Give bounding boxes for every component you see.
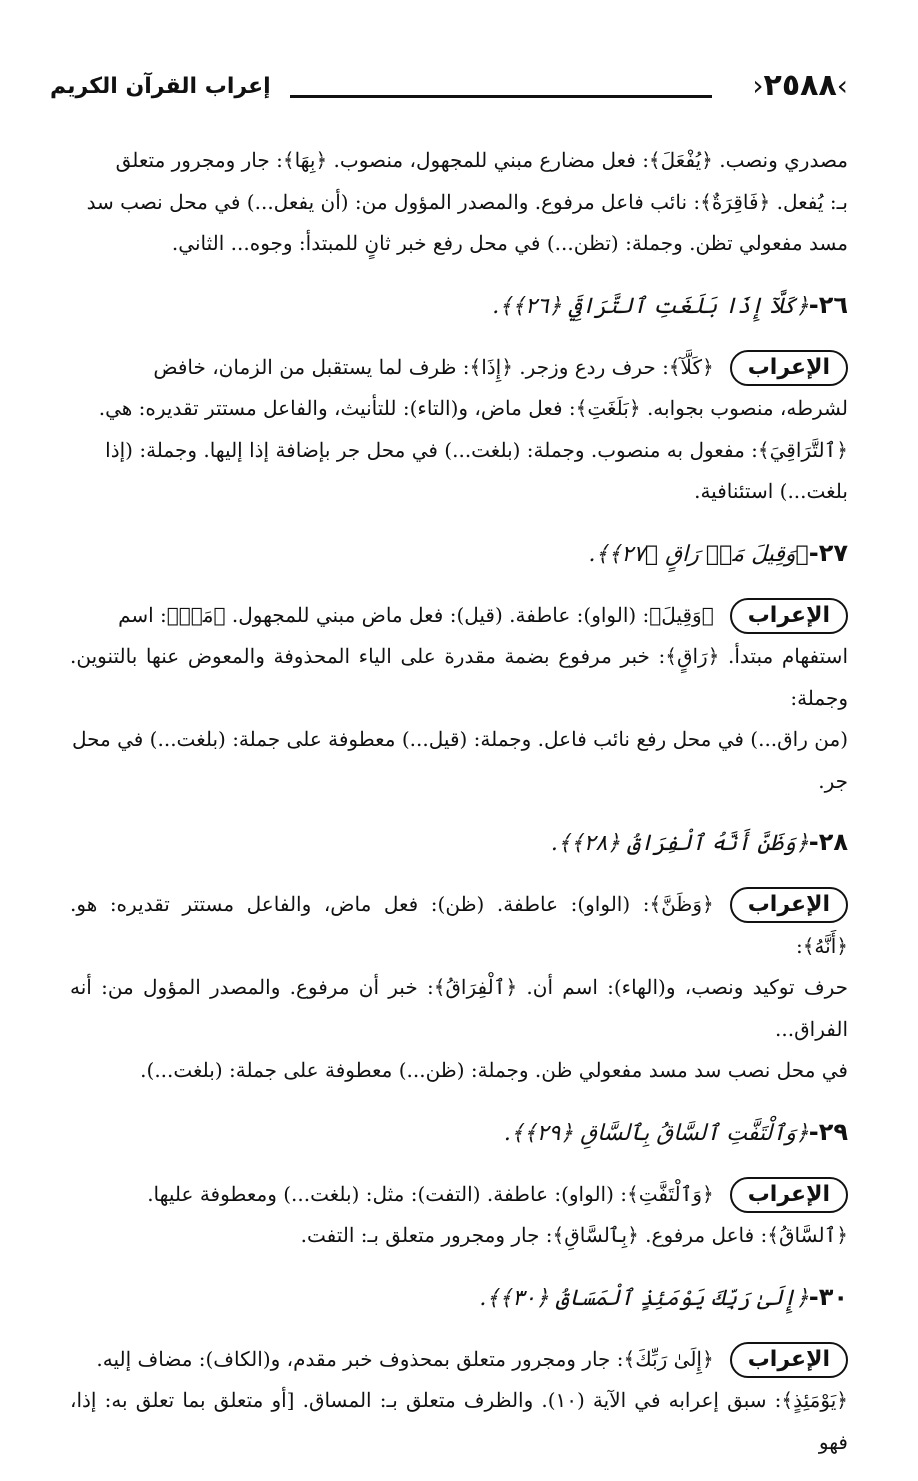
page-number: ›٢٥٨٨‹ xyxy=(752,68,848,103)
page-header xyxy=(50,68,848,112)
verse-number: ٢٧- xyxy=(808,538,848,567)
text-line: الإعراب﴿وَقِيلَ﴾: (الواو): عاطفة. (قيل): فعل ماض مبني للمجهول. ﴿مَنۜ﴾: اسم xyxy=(70,595,848,637)
irab-badge: الإعراب xyxy=(730,598,848,634)
irab-block xyxy=(70,1339,848,1464)
text-line: جر. xyxy=(818,768,848,793)
text-line: ﴿ٱلسَّاقُ﴾: فاعل مرفوع. ﴿بِٱلسَّاقِ﴾: جار ومجرور متعلق بـ: التفت. xyxy=(300,1223,848,1247)
verse-text: ﴿كَلَّآ إِذَا بَلَغَتِ ٱلتَّرَاقِيَ ﴿٢٦﴾﴾. xyxy=(492,293,809,319)
irab-badge: الإعراب xyxy=(730,887,848,923)
verse-heading xyxy=(70,1110,848,1156)
text-line: (من راق...) في محل رفع نائب فاعل. وجملة: (قيل...) معطوفة على جملة: (بلغت...) في محل xyxy=(71,727,848,751)
irab-block xyxy=(70,347,848,513)
text-line: لشرطه، منصوب بجوابه. ﴿بَلَغَتِ﴾: فعل ماض، و(التاء): للتأنيث، والفاعل مستتر تقديره: هي. xyxy=(98,396,848,420)
text-line: الإعراب﴿وَٱلْتَفَّتِ﴾: (الواو): عاطفة. (التفت): مثل: (بلغت...) ومعطوفة عليها. xyxy=(70,1174,848,1216)
text-line: في محل نصب سد مسد مفعولي ظن. وجملة: (ظن...) معطوفة على جملة: (بلغت...). xyxy=(140,1058,848,1082)
verse-number: ٣٠- xyxy=(808,1282,848,1311)
verse-text: ﴿وَظَنَّ أَنَّهُ ٱلْفِرَاقُ ﴿٢٨﴾﴾. xyxy=(550,831,809,856)
text-line: مسد مفعولي تظن. وجملة: (تظن...) في محل رفع خبر ثانٍ للمبتدأ: وجوه... الثاني. xyxy=(171,231,848,255)
verse-text: ﴿إِلَىٰ رَبِّكَ يَوْمَئِذٍ ٱلْمَسَاقُ ﴿٣٠﴾﴾. xyxy=(479,1285,809,1311)
text-line: حرف توكيد ونصب، و(الهاء): اسم أن. ﴿ٱلْفِرَاقُ﴾: خبر أن مرفوع. والمصدر المؤول من: أنه الفراق... xyxy=(70,975,848,1041)
verse-heading xyxy=(70,531,848,577)
irab-block xyxy=(70,1174,848,1257)
text-line: الإعراب﴿كَلَّآ﴾: حرف ردع وزجر. ﴿إِذَا﴾: ظرف لما يستقبل من الزمان، خافض xyxy=(70,347,848,389)
verse-number: ٢٨- xyxy=(808,828,848,856)
irab-badge: الإعراب xyxy=(730,350,848,386)
irab-block xyxy=(70,595,848,803)
verse-text: ﴿وَٱلْتَفَّتِ ٱلسَّاقُ بِٱلسَّاقِ ﴿٢٩﴾﴾. xyxy=(503,1120,809,1146)
verse-number: ٢٦- xyxy=(808,290,848,319)
text-line: بلغت...) استئنافية. xyxy=(694,479,848,503)
text-line: ﴿ٱلتَّرَاقِيَ﴾: مفعول به منصوب. وجملة: (بلغت...) في محل جر بإضافة إذا إليها. وجملة: (إذا xyxy=(105,437,848,462)
page-content xyxy=(70,140,848,1481)
irab-badge: الإعراب xyxy=(730,1342,848,1378)
intro-paragraph xyxy=(70,140,848,265)
text-line: ﴿يَوْمَئِذٍ﴾: سبق إعرابه في الآية (١٠). والظرف متعلق بـ: المساق. [أو متعلق بما تعلق به: إذا، فهو xyxy=(70,1388,848,1454)
text-line: الإعراب﴿وَظَنَّ﴾: (الواو): عاطفة. (ظن): فعل ماض، والفاعل مستتر تقديره: هو. ﴿أَنَّهُ﴾: xyxy=(70,884,848,967)
verse-heading xyxy=(70,820,848,866)
text-line: مصدري ونصب. ﴿يُفْعَلَ﴾: فعل مضارع مبني للمجهول، منصوب. ﴿بِهَا﴾: جار ومجرور متعلق xyxy=(115,148,848,172)
text-line: الإعراب﴿إِلَىٰ رَبِّكَ﴾: جار ومجرور متعلق بمحذوف خبر مقدم، و(الكاف): مضاف إليه. xyxy=(70,1339,848,1381)
text-line: استفهام مبتدأ. ﴿رَاقٍ﴾: خبر مرفوع بضمة مقدرة على الياء المحذوفة والمعوض عنها بالتنوين. وجملة: xyxy=(70,644,848,710)
verse-heading xyxy=(70,1275,848,1321)
header-rule xyxy=(290,95,712,98)
verse-heading xyxy=(70,283,848,329)
irab-badge: الإعراب xyxy=(730,1177,848,1213)
verse-text: ﴿وَقِيلَ مَنۜ رَاقٍ ﴿٢٧﴾﴾. xyxy=(588,541,809,567)
book-title: إعراب القرآن الكريم xyxy=(50,74,271,99)
text-line: بـ: يُفعل. ﴿فَاقِرَةٌ﴾: نائب فاعل مرفوع. والمصدر المؤول من: (أن يفعل...) في محل نصب سد xyxy=(86,189,848,214)
irab-block xyxy=(70,884,848,1092)
verse-number: ٢٩- xyxy=(808,1117,848,1146)
